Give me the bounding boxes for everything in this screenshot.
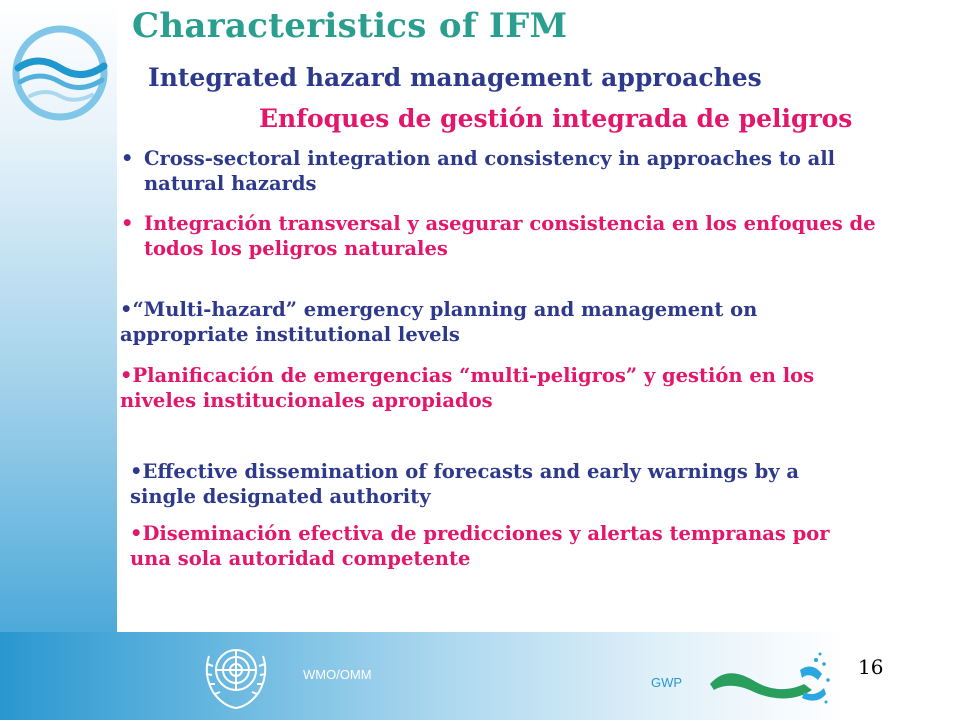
bullet-marker: • [120, 364, 133, 387]
bullet-text: “Multi-hazard” emergency planning and management on appropriate institutional levels [120, 298, 758, 346]
bullet-marker: • [120, 298, 133, 321]
bullet-item [118, 211, 904, 261]
bullet-text: Integración transversal y asegurar consistencia en los enfoques de todos los peligros naturales [144, 212, 876, 260]
bullet-item [120, 297, 820, 347]
slide-title: Characteristics of IFM [132, 6, 568, 46]
un-emblem-icon [199, 634, 273, 714]
bullet-marker: • [121, 147, 134, 170]
water-waves-logo-icon [8, 18, 112, 128]
gwp-label: GWP [651, 675, 683, 690]
page-number: 16 [858, 655, 884, 679]
bullet-item [118, 146, 904, 196]
wmo-label: WMO/OMM [303, 667, 372, 682]
bullet-item [130, 459, 870, 509]
bullet-marker: • [121, 212, 134, 235]
gwp-logo-icon [708, 650, 832, 712]
bullet-text: Diseminación efectiva de predicciones y alertas tempranas por una sola autoridad competente [130, 522, 830, 570]
bullet-text: Planificación de emergencias “multi-peligros” y gestión en los niveles institucionales apropiados [120, 364, 815, 412]
subtitle-spanish: Enfoques de gestión integrada de peligros [259, 104, 853, 133]
bullet-marker: • [130, 522, 143, 545]
subtitle-english: Integrated hazard management approaches [148, 63, 762, 92]
bullet-marker: • [130, 460, 143, 483]
bullet-text: Cross-sectoral integration and consistency in approaches to all natural hazards [144, 147, 836, 195]
bullet-item [130, 521, 870, 571]
bullet-text: Effective dissemination of forecasts and early warnings by a single designated authority [130, 460, 800, 508]
bullet-item [120, 363, 840, 413]
